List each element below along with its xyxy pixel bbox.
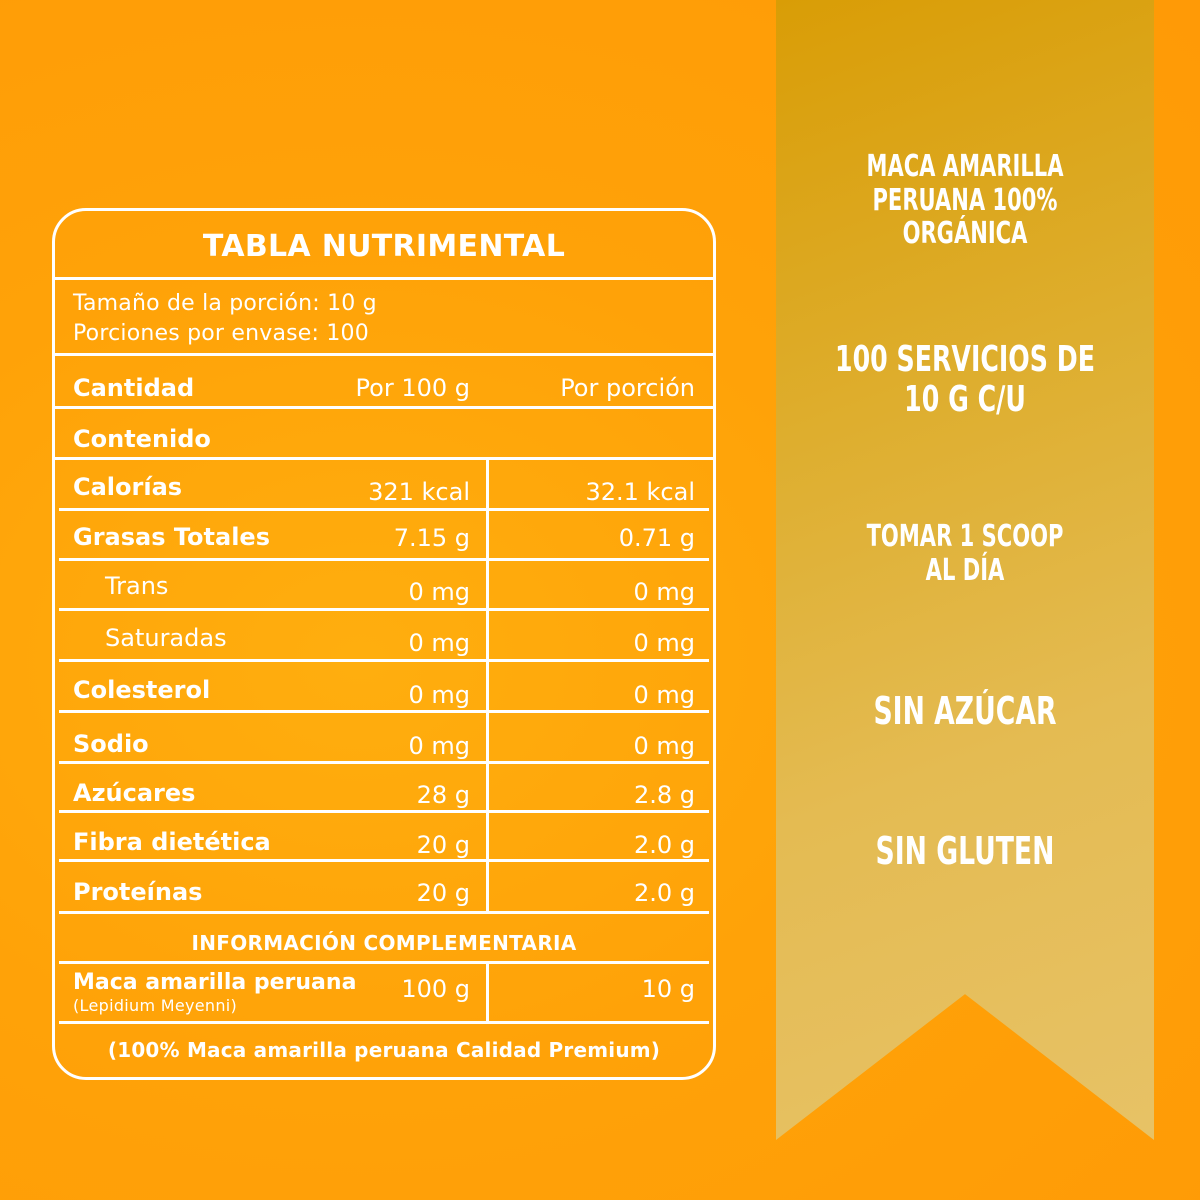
- claim-line: AL DÍA: [925, 552, 1005, 588]
- divider: [55, 457, 713, 460]
- table-title: TABLA NUTRIMENTAL: [202, 229, 566, 264]
- row-per100: 20 g: [416, 831, 470, 859]
- complementary-label: Maca amarilla peruana: [73, 970, 357, 995]
- claim-no-sugar: SIN AZÚCAR: [873, 689, 1057, 733]
- divider: [59, 859, 709, 862]
- row-perserving: 2.0 g: [633, 879, 695, 907]
- row-label: Proteínas: [73, 878, 203, 906]
- row-per100: 0 mg: [408, 629, 470, 657]
- claim-dosage: [818, 520, 1113, 587]
- column-divider: [486, 460, 489, 911]
- row-label: Trans: [105, 572, 169, 600]
- content-label: Contenido: [73, 425, 211, 453]
- row-label: Calorías: [73, 473, 183, 501]
- row-label: Azúcares: [73, 779, 196, 807]
- header-label: Cantidad: [73, 374, 195, 402]
- row-per100: 321 kcal: [368, 478, 470, 506]
- row-perserving: 0 mg: [633, 629, 695, 657]
- divider: [59, 558, 709, 561]
- nutrition-table: [52, 208, 716, 1080]
- divider: [55, 406, 713, 409]
- complementary-per100: 100 g: [401, 975, 470, 1003]
- header-perserving: Por porción: [560, 374, 695, 402]
- claim-line: ORGÁNICA: [902, 216, 1028, 252]
- row-per100: 28 g: [416, 781, 470, 809]
- divider: [59, 911, 709, 914]
- row-per100: 7.15 g: [393, 524, 470, 552]
- table-footer: (100% Maca amarilla peruana Calidad Premium): [107, 1038, 661, 1062]
- claim-organic: [818, 150, 1113, 251]
- claim-gluten-free: SIN GLUTEN: [875, 829, 1055, 873]
- column-divider: [486, 964, 489, 1021]
- header-per100: Por 100 g: [355, 374, 470, 402]
- row-perserving: 0.71 g: [618, 524, 695, 552]
- divider: [59, 961, 709, 964]
- row-per100: 0 mg: [408, 578, 470, 606]
- row-per100: 20 g: [416, 879, 470, 907]
- row-label: Saturadas: [105, 624, 227, 652]
- divider: [59, 761, 709, 764]
- complementary-perserving: 10 g: [641, 975, 695, 1003]
- claim-servings: [818, 340, 1113, 421]
- row-perserving: 2.0 g: [633, 831, 695, 859]
- serving-size: Tamaño de la porción: 10 g: [73, 291, 377, 316]
- row-label: Sodio: [73, 730, 149, 758]
- row-perserving: 0 mg: [633, 732, 695, 760]
- row-label: Grasas Totales: [73, 523, 270, 551]
- claim-line: TOMAR 1 SCOOP: [866, 519, 1064, 554]
- claim-line: MACA AMARILLA: [866, 149, 1064, 184]
- row-perserving: 0 mg: [633, 578, 695, 606]
- divider: [59, 659, 709, 662]
- row-per100: 0 mg: [408, 681, 470, 709]
- claim-line: 10 G C/U: [904, 379, 1026, 421]
- divider: [59, 608, 709, 611]
- complementary-latin: (Lepidium Meyenni): [73, 996, 238, 1015]
- ribbon-claims: [776, 0, 1154, 1140]
- complementary-title: INFORMACIÓN COMPLEMENTARIA: [191, 931, 577, 955]
- divider: [59, 810, 709, 813]
- divider: [55, 353, 713, 356]
- claim-line: PERUANA 100%: [872, 182, 1058, 218]
- servings-per-container: Porciones por envase: 100: [73, 321, 369, 346]
- divider: [59, 710, 709, 713]
- claim-line: 100 SERVICIOS DE: [834, 339, 1096, 380]
- row-per100: 0 mg: [408, 732, 470, 760]
- row-perserving: 0 mg: [633, 681, 695, 709]
- divider: [59, 508, 709, 511]
- row-perserving: 32.1 kcal: [585, 478, 695, 506]
- row-label: Fibra dietética: [73, 828, 271, 856]
- row-label: Colesterol: [73, 676, 211, 704]
- row-perserving: 2.8 g: [633, 781, 695, 809]
- divider: [55, 277, 713, 280]
- divider: [59, 1021, 709, 1024]
